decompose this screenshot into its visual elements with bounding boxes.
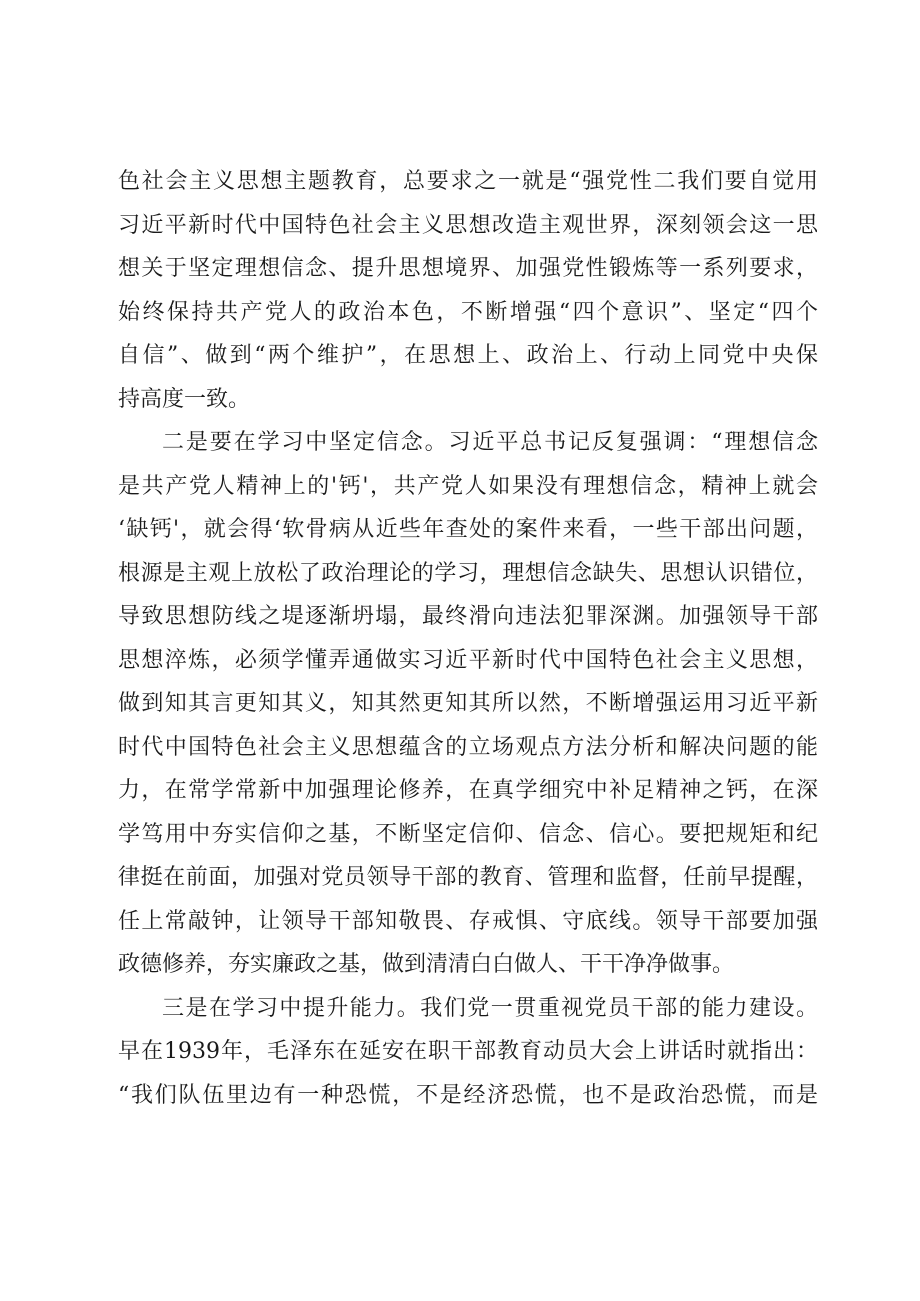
text-line: 学笃用中夯实信仰之基，不断坚定信仰、信念、信心。要把规矩和纪 — [118, 821, 818, 847]
text-line: 色社会主义思想主题教育，总要求之一就是“强党性二我们要自觉用 — [118, 169, 818, 194]
text-line: 时代中国特色社会主义思想蕴含的立场观点方法分析和解决问题的能 — [118, 734, 818, 760]
text-line: 导致思想防线之堤逐渐坍塌，最终滑向违法犯罪深渊。加强领导干部 — [118, 604, 818, 629]
text-line: 律挺在前面，加强对党员领导干部的教育、管理和监督，任前早提醒， — [118, 865, 818, 890]
paragraph-first-line: 二是要在学习中坚定信念。习近平总书记反复强调：“理想信念 — [162, 430, 818, 455]
text-line: 政德修养，夯实廉政之基，做到清清白白做人、干干净净做事。 — [118, 952, 735, 977]
body-text — [118, 160, 818, 1117]
text-line: 持高度一致。 — [118, 386, 251, 412]
text-line: “我们队伍里边有一种恐慌，不是经济恐慌，也不是政治恐慌，而是 — [118, 1082, 818, 1108]
text-line: 想关于坚定理想信念、提升思想境界、加强党性锻炼等一系列要求， — [118, 256, 818, 281]
text-line: 是共产党人精神上的'钙'，共产党人如果没有理想信念，精神上就会 — [118, 473, 818, 499]
text-line: ‘缺钙'，就会得‘软骨病从近些年查处的案件来看，一些干部出问题， — [118, 517, 818, 542]
text-line: 力，在常学常新中加强理论修养，在真学细究中补足精神之钙，在深 — [118, 778, 818, 803]
text-line: 根源是主观上放松了政治理论的学习，理想信念缺失、思想认识错位， — [118, 560, 818, 586]
text-line: 自信”、做到“两个维护”，在思想上、政治上、行动上同党中央保 — [118, 343, 818, 368]
text-line: 做到知其言更知其义，知其然更知其所以然，不断增强运用习近平新 — [118, 691, 818, 716]
paragraph-first-line: 三是在学习中提升能力。我们党一贯重视党员干部的能力建设。 — [162, 995, 818, 1021]
text-line: 思想淬炼，必须学懂弄通做实习近平新时代中国特色社会主义思想， — [118, 647, 818, 673]
text-line: 早在1939年，毛泽东在延安在职干部教育动员大会上讲话时就指出： — [118, 1039, 818, 1064]
text-line: 任上常敲钟，让领导干部知敬畏、存戒惧、守底线。领导干部要加强 — [118, 908, 818, 934]
text-line: 习近平新时代中国特色社会主义思想改造主观世界，深刻领会这一思 — [118, 212, 818, 238]
text-line: 始终保持共产党人的政治本色，不断增强“四个意识”、坚定“四个 — [118, 299, 818, 325]
